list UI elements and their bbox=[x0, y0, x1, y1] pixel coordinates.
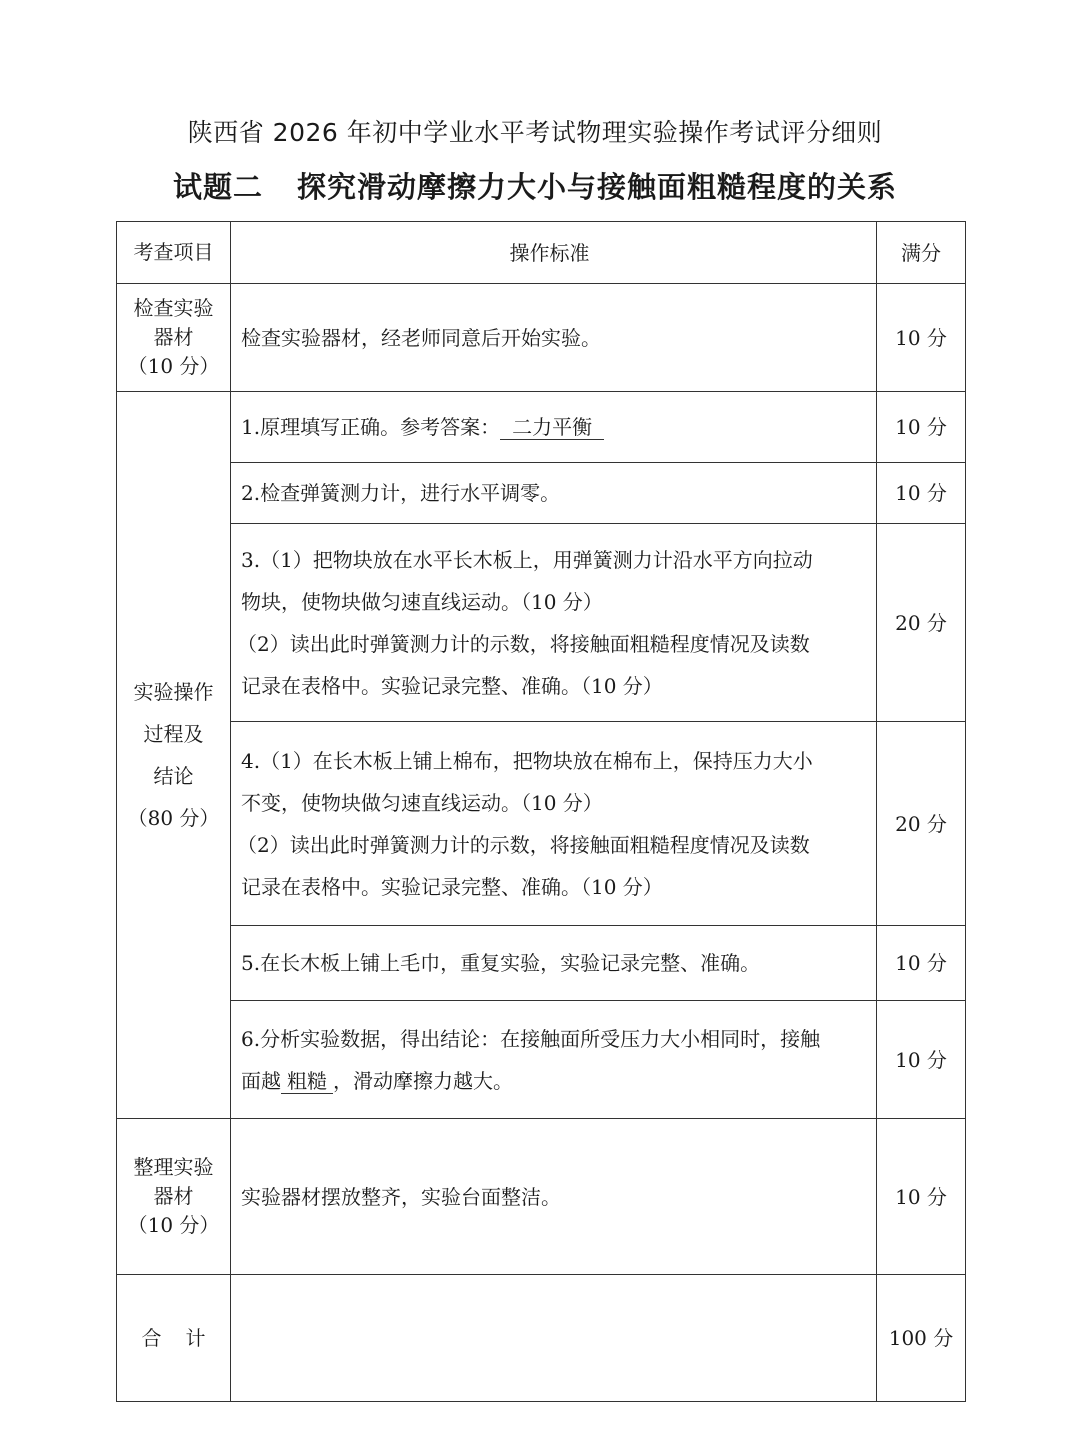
item-line: 器材 bbox=[153, 1184, 194, 1208]
table-row bbox=[117, 392, 966, 463]
table-row bbox=[117, 524, 966, 722]
standard-text bbox=[231, 392, 877, 463]
standard-line: 4.（1）在长木板上铺上棉布，把物块放在棉布上，保持压力大小 bbox=[241, 748, 813, 773]
total-label bbox=[117, 1275, 231, 1402]
table-header-row bbox=[117, 222, 966, 284]
standard-text bbox=[231, 722, 877, 926]
score-value: 10 分 bbox=[877, 1119, 966, 1275]
item-line: 实验操作 bbox=[133, 680, 214, 704]
subtitle-number: 试题二 bbox=[172, 170, 263, 204]
score-value: 20 分 bbox=[877, 524, 966, 722]
header-item: 考查项目 bbox=[117, 222, 231, 284]
standard-prefix: 1.原理填写正确。参考答案： bbox=[241, 415, 501, 439]
standard-line: 不变，使物块做匀速直线运动。（10 分） bbox=[241, 790, 603, 815]
header-score: 满分 bbox=[877, 222, 966, 284]
total-standard bbox=[231, 1275, 877, 1402]
standard-suffix: ，滑动摩擦力越大。 bbox=[333, 1068, 513, 1093]
item-line: 器材 bbox=[153, 325, 194, 349]
table-row bbox=[117, 722, 966, 926]
item-line: 过程及 bbox=[143, 722, 204, 746]
score-value: 10 分 bbox=[877, 463, 966, 524]
standard-text: 检查实验器材，经老师同意后开始实验。 bbox=[231, 284, 877, 392]
standard-line: （2）读出此时弹簧测力计的示数，将接触面粗糙程度情况及读数 bbox=[237, 631, 810, 656]
standard-line: （2）读出此时弹簧测力计的示数，将接触面粗糙程度情况及读数 bbox=[237, 832, 810, 857]
standard-text bbox=[231, 1001, 877, 1119]
document-title: 陕西省 2026 年初中学业水平考试物理实验操作考试评分细则 bbox=[187, 118, 883, 147]
standard-line: 6.分析实验数据，得出结论：在接触面所受压力大小相同时，接触 bbox=[241, 1026, 821, 1051]
item-line: 整理实验 bbox=[133, 1155, 214, 1179]
standard-line: 记录在表格中。实验记录完整、准确。（10 分） bbox=[241, 673, 663, 698]
item-line: 检查实验 bbox=[133, 296, 214, 320]
answer-blank: 粗糙 bbox=[281, 1069, 333, 1094]
standard-text: 5.在长木板上铺上毛巾，重复实验，实验记录完整、准确。 bbox=[231, 926, 877, 1001]
score-value: 10 分 bbox=[877, 1001, 966, 1119]
table-row bbox=[117, 1119, 966, 1275]
item-line: （10 分） bbox=[127, 354, 220, 378]
total-label-text: 合计 bbox=[141, 1325, 230, 1350]
item-line: （10 分） bbox=[127, 1213, 220, 1237]
scoring-table bbox=[116, 221, 966, 1402]
standard-line: 记录在表格中。实验记录完整、准确。（10 分） bbox=[241, 874, 663, 899]
item-line: 结论 bbox=[153, 764, 194, 788]
total-score: 100 分 bbox=[877, 1275, 966, 1402]
item-tidy-equipment bbox=[117, 1119, 231, 1275]
table-row bbox=[117, 463, 966, 524]
standard-line: 3.（1）把物块放在水平长木板上，用弹簧测力计沿水平方向拉动 bbox=[241, 547, 813, 572]
document-subtitle bbox=[0, 165, 1070, 206]
standard-line: 物块，使物块做匀速直线运动。（10 分） bbox=[241, 589, 603, 614]
header-standard: 操作标准 bbox=[231, 222, 877, 284]
standard-text: 实验器材摆放整齐，实验台面整洁。 bbox=[231, 1119, 877, 1275]
subtitle-topic: 探究滑动摩擦力大小与接触面粗糙程度的关系 bbox=[297, 170, 898, 204]
score-value: 10 分 bbox=[877, 284, 966, 392]
score-value: 10 分 bbox=[877, 926, 966, 1001]
item-check-equipment bbox=[117, 284, 231, 392]
score-value: 20 分 bbox=[877, 722, 966, 926]
table-row bbox=[117, 284, 966, 392]
item-line: （80 分） bbox=[127, 806, 220, 830]
item-experiment-process bbox=[117, 392, 231, 1119]
answer-blank: 二力平衡 bbox=[500, 415, 604, 440]
table-row bbox=[117, 926, 966, 1001]
standard-prefix: 面越 bbox=[241, 1068, 281, 1093]
standard-text bbox=[231, 524, 877, 722]
score-value: 10 分 bbox=[877, 392, 966, 463]
table-total-row bbox=[117, 1275, 966, 1402]
standard-line bbox=[241, 1060, 868, 1102]
standard-text: 2.检查弹簧测力计，进行水平调零。 bbox=[231, 463, 877, 524]
table-row bbox=[117, 1001, 966, 1119]
